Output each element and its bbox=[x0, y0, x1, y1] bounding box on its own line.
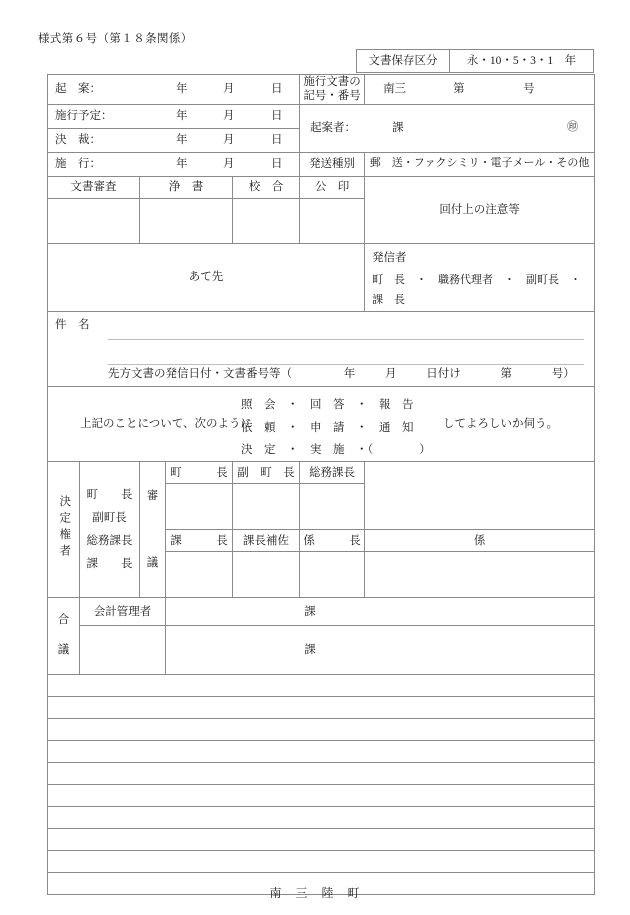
review-council-bottom-cell bbox=[140, 530, 166, 598]
authority-name-0: 町 長 bbox=[86, 488, 133, 501]
main-form-table bbox=[47, 74, 595, 895]
statement-tail: してよろしいか伺う。 bbox=[443, 418, 558, 431]
authority-stamp-deputy-mayor[interactable] bbox=[233, 484, 300, 530]
draft-date-month[interactable]: 月 bbox=[223, 83, 235, 96]
authority-name-1: 副町長 bbox=[92, 511, 127, 524]
consultation-section-row-2[interactable] bbox=[166, 626, 595, 675]
draft-date-label: 起 案： bbox=[55, 83, 101, 96]
table-row bbox=[48, 598, 595, 626]
review-box-shinsa[interactable] bbox=[48, 198, 140, 243]
authority-stamp-wide-top[interactable] bbox=[365, 462, 595, 530]
consultation-label-top: 合 bbox=[57, 614, 70, 627]
table-row bbox=[48, 626, 595, 675]
subject-cell[interactable] bbox=[48, 312, 595, 387]
statement-option-line-3[interactable]: 決 定 ・ 実 施 ・（ ） bbox=[241, 444, 431, 457]
table-row bbox=[48, 75, 595, 105]
subject-rule-1 bbox=[108, 339, 584, 340]
execution-date-year[interactable]: 年 bbox=[176, 158, 188, 171]
blank-line[interactable] bbox=[48, 763, 595, 785]
authority-name-3: 課 長 bbox=[86, 557, 133, 570]
decision-date-month[interactable]: 月 bbox=[223, 134, 235, 147]
dispatch-type-label: 発送種別 bbox=[300, 152, 365, 176]
sender-cell[interactable] bbox=[365, 243, 595, 312]
authority-name-2: 総務課長 bbox=[86, 534, 133, 547]
reference-gou: 号） bbox=[551, 368, 575, 381]
authority-stamp-mayor[interactable] bbox=[166, 484, 233, 530]
authority-stamp-group-leader[interactable] bbox=[300, 552, 365, 598]
scheduled-date-year[interactable]: 年 bbox=[176, 110, 188, 123]
scheduled-date-cell bbox=[48, 104, 300, 128]
drafter-section[interactable]: 課 bbox=[392, 122, 404, 135]
blank-row[interactable] bbox=[48, 851, 595, 873]
circulation-notes-label: 回付上の注意等 bbox=[439, 203, 520, 216]
drafter-label: 起案者： bbox=[310, 122, 357, 135]
scheduled-date-month[interactable]: 月 bbox=[223, 110, 235, 123]
blank-line[interactable] bbox=[48, 675, 595, 697]
document-number-value[interactable] bbox=[365, 75, 595, 105]
addressee-label: あて先 bbox=[188, 271, 224, 284]
review-col-shinsa: 文書審査 bbox=[48, 176, 140, 198]
blank-row[interactable] bbox=[48, 807, 595, 829]
reference-day: 日付け bbox=[426, 368, 461, 381]
accounting-manager-stamp[interactable] bbox=[80, 626, 166, 675]
table-row bbox=[357, 50, 594, 73]
addressee-cell[interactable] bbox=[48, 243, 365, 312]
table-row bbox=[48, 152, 595, 176]
execution-date-label: 施 行： bbox=[55, 158, 101, 171]
execution-date-cell bbox=[48, 152, 300, 176]
document-number-gou: 号 bbox=[523, 83, 535, 96]
review-box-kouin[interactable] bbox=[300, 198, 365, 243]
footer-town-name: 南 三 陸 町 bbox=[269, 886, 361, 900]
blank-line[interactable] bbox=[48, 829, 595, 851]
authority-header-assistant-chief: 課長補佐 bbox=[233, 530, 300, 552]
scheduled-date-day[interactable]: 日 bbox=[271, 110, 283, 123]
preservation-value[interactable]: 永・10・5・3・1 年 bbox=[450, 50, 594, 73]
reference-document-line[interactable] bbox=[108, 367, 575, 381]
authority-stamp-assistant-chief[interactable] bbox=[233, 552, 300, 598]
review-box-joshou[interactable] bbox=[140, 198, 233, 243]
document-number-prefix: 南三 bbox=[383, 83, 407, 96]
authority-header-mayor: 町 長 bbox=[166, 462, 233, 484]
blank-row[interactable] bbox=[48, 675, 595, 697]
scheduled-date-label: 施行予定： bbox=[55, 110, 113, 123]
blank-line[interactable] bbox=[48, 697, 595, 719]
authority-header-staff: 係 bbox=[365, 530, 595, 552]
subject-rule-2 bbox=[108, 364, 584, 365]
reference-dai: 第 bbox=[500, 368, 512, 381]
table-row bbox=[48, 243, 595, 312]
consultation-label-bottom: 議 bbox=[57, 644, 70, 657]
decision-date-cell bbox=[48, 128, 300, 152]
reference-prefix: 先方文書の発信日付・文書番号等（ bbox=[108, 368, 292, 381]
draft-date-day[interactable]: 日 bbox=[271, 83, 283, 96]
blank-line[interactable] bbox=[48, 851, 595, 873]
consultation-section-1: 課 bbox=[304, 605, 316, 618]
review-col-joshou: 浄 書 bbox=[140, 176, 233, 198]
execution-date-month[interactable]: 月 bbox=[223, 158, 235, 171]
statement-option-line-1[interactable]: 照 会 ・ 回 答 ・ 報 告 bbox=[241, 399, 414, 412]
authority-header-deputy-mayor: 副 町 長 bbox=[233, 462, 300, 484]
blank-row[interactable] bbox=[48, 829, 595, 851]
review-box-kougou[interactable] bbox=[233, 198, 300, 243]
authority-stamp-section-chief[interactable] bbox=[166, 552, 233, 598]
reference-year: 年 bbox=[343, 368, 356, 381]
blank-line[interactable] bbox=[48, 741, 595, 763]
document-number-dai: 第 bbox=[453, 83, 465, 96]
consultation-section-2: 課 bbox=[304, 644, 316, 657]
authority-label-cell bbox=[48, 462, 80, 598]
review-council-bottom: 議 bbox=[146, 557, 159, 570]
blank-row[interactable] bbox=[48, 785, 595, 807]
blank-row[interactable] bbox=[48, 719, 595, 741]
blank-line[interactable] bbox=[48, 807, 595, 829]
preservation-label: 文書保存区分 bbox=[357, 50, 450, 73]
consultation-section-row-1[interactable] bbox=[166, 598, 595, 626]
authority-header-section-chief: 課 長 bbox=[166, 530, 233, 552]
blank-line[interactable] bbox=[48, 719, 595, 741]
authority-stamp-staff[interactable] bbox=[365, 552, 595, 598]
dispatch-type-options[interactable]: 郵 送・ファクシミリ・電子メール・その他 bbox=[365, 152, 595, 176]
table-row bbox=[48, 312, 595, 387]
circulation-notes-cell[interactable] bbox=[365, 176, 595, 243]
authority-label: 決定権者 bbox=[58, 494, 71, 561]
review-council-top: 審 bbox=[146, 489, 159, 502]
authority-header-general-affairs-chief: 総務課長 bbox=[300, 462, 365, 484]
sender-options[interactable]: 町 長 ・ 職務代理者 ・ 副町長 ・ 課 長 bbox=[372, 273, 593, 307]
decision-date-year[interactable]: 年 bbox=[176, 134, 188, 147]
reference-month: 月 bbox=[385, 368, 397, 381]
execution-date-day[interactable]: 日 bbox=[271, 158, 283, 171]
statement-lead: 上記のことについて、次のように bbox=[80, 418, 253, 431]
statement-option-line-2[interactable]: 依 頼 ・ 申 請 ・ 通 知 bbox=[241, 421, 414, 434]
draft-date-cell bbox=[48, 75, 300, 105]
preservation-box bbox=[356, 49, 594, 73]
authority-stamp-general-affairs-chief[interactable] bbox=[300, 484, 365, 530]
accounting-manager-label: 会計管理者 bbox=[80, 598, 166, 626]
blank-line[interactable] bbox=[48, 785, 595, 807]
review-council-top-cell bbox=[140, 462, 166, 530]
sender-label: 発信者 bbox=[372, 251, 407, 264]
blank-row[interactable] bbox=[48, 763, 595, 785]
decision-date-day[interactable]: 日 bbox=[271, 134, 283, 147]
subject-label: 件 名 bbox=[55, 319, 90, 332]
table-row bbox=[48, 462, 595, 484]
review-col-kouin: 公 印 bbox=[300, 176, 365, 198]
table-row bbox=[48, 176, 595, 198]
authority-header-group-leader: 係 長 bbox=[300, 530, 365, 552]
blank-row[interactable] bbox=[48, 741, 595, 763]
review-col-kougou: 校 合 bbox=[233, 176, 300, 198]
consultation-label-cell bbox=[48, 598, 80, 675]
table-row bbox=[48, 104, 595, 128]
authority-names-cell bbox=[80, 462, 140, 598]
drafter-cell[interactable] bbox=[300, 104, 595, 152]
decision-date-label: 決 裁： bbox=[55, 134, 101, 147]
seal-icon: ㊞ bbox=[567, 121, 579, 134]
blank-row[interactable] bbox=[48, 697, 595, 719]
document-number-label: 施行文書の記号・番号 bbox=[300, 75, 365, 105]
draft-date-year[interactable]: 年 bbox=[176, 83, 188, 96]
statement-cell[interactable] bbox=[48, 387, 595, 462]
table-row bbox=[48, 387, 595, 462]
form-number: 様式第６号（第１８条関係） bbox=[38, 33, 193, 45]
